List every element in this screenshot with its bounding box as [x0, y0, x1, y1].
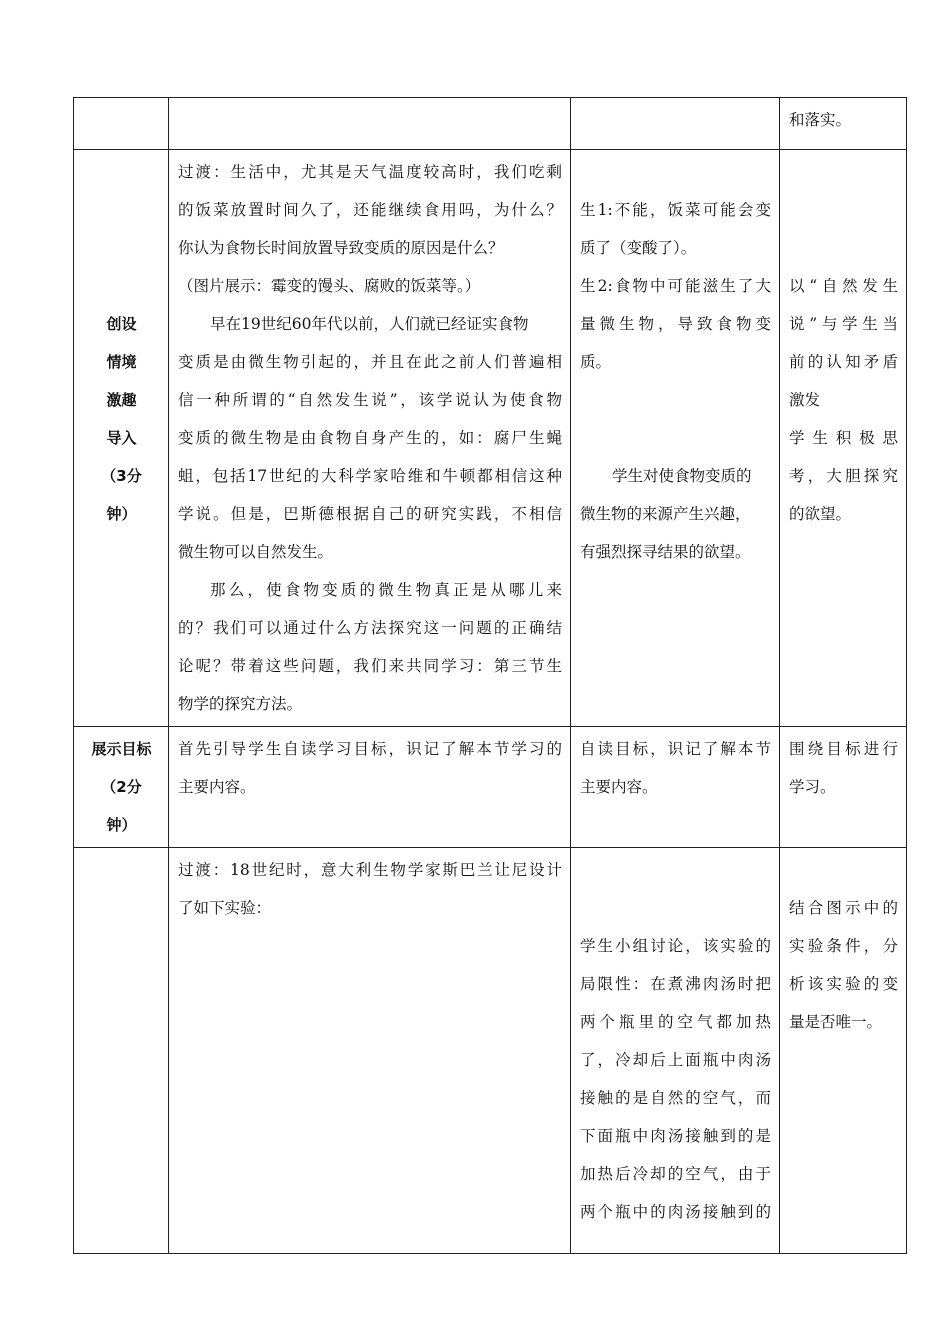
- intent-line: 说”与学生当: [789, 315, 898, 333]
- teacher-activity-cell: [169, 98, 571, 150]
- student-text-line: 主要内容。: [580, 778, 658, 796]
- teacher-text-line: 微生物可以自然发生。: [178, 543, 334, 561]
- stage-cell: [74, 98, 169, 150]
- intent-line: 围绕目标进行: [789, 740, 898, 758]
- intent-line: 激发: [789, 391, 821, 409]
- teacher-text-line: 首先引导学生自读学习目标，识记了解本节学习的: [178, 740, 562, 758]
- teacher-text-line: 主要内容。: [178, 778, 256, 796]
- stage-label-line: （2分: [101, 778, 142, 796]
- intent-line: 析该实验的变: [789, 975, 898, 993]
- stage-cell: [74, 848, 169, 1254]
- teacher-text-line: 你认为食物长时间放置导致变质的原因是什么？: [178, 239, 504, 257]
- table-row: [74, 98, 907, 150]
- stage-label-line: 激趣: [106, 391, 137, 409]
- design-intent-cell: [780, 848, 907, 1254]
- stage-label-line: 钟）: [106, 505, 137, 523]
- student-activity-cell: [571, 727, 780, 848]
- table-row: [74, 727, 907, 848]
- teacher-text-line: 过渡：生活中，尤其是天气温度较高时，我们吃剩: [178, 163, 562, 181]
- intent-line: 的欲望。: [789, 505, 852, 523]
- intent-line: 前的认知矛盾: [789, 353, 898, 371]
- teacher-text-line: 变质的微生物是由食物自身产生的，如：腐尸生蝇: [178, 429, 562, 447]
- student-activity-cell: [571, 150, 780, 727]
- intent-line: 考，大胆探究: [789, 467, 898, 485]
- intent-line: 学生积极思: [789, 429, 898, 447]
- student-text-line: 下面瓶中肉汤接触到的是: [580, 1127, 771, 1145]
- student-text-line: 自读目标，识记了解本节: [580, 740, 771, 758]
- student-text-line: 微生物的来源产生兴趣，: [580, 505, 751, 523]
- teacher-text-line: 过渡：18世纪时，意大利生物学家斯巴兰让尼设计: [178, 861, 562, 879]
- teacher-activity-cell: [169, 727, 571, 848]
- intent-line: 和落实。: [789, 111, 852, 129]
- teacher-text-line: 物学的探究方法。: [178, 695, 303, 713]
- intent-line: 以“自然发生: [789, 277, 898, 295]
- stage-label-line: 钟）: [106, 816, 137, 834]
- intent-line: 结合图示中的: [789, 899, 898, 917]
- student-text-line: 两个瓶中的肉汤接触到的: [580, 1203, 771, 1221]
- student-text-line: 接触的是自然的空气，而: [580, 1089, 771, 1107]
- teacher-text-line: 的？我们可以通过什么方法探究这一问题的正确结: [178, 619, 562, 637]
- student-text-line: 局限性：在煮沸肉汤时把: [580, 975, 771, 993]
- teacher-text-line: 信一种所谓的“自然发生说”，该学说认为使食物: [178, 391, 562, 409]
- student-text-line: 加热后冷却的空气，由于: [580, 1165, 771, 1183]
- student-text-line: 生1:不能，饭菜可能会变: [580, 201, 771, 219]
- design-intent-cell: [780, 727, 907, 848]
- teacher-activity-cell: [169, 150, 571, 727]
- teacher-text-line: 蛆，包括17世纪的大科学家哈维和牛顿都相信这种: [178, 467, 562, 485]
- design-intent-cell: [780, 150, 907, 727]
- teacher-text-line: 那么，使食物变质的微生物真正是从哪儿来: [210, 581, 562, 599]
- intent-line: 学习。: [789, 778, 836, 796]
- student-text-line: 质。: [580, 353, 612, 371]
- lesson-plan-table: [73, 97, 907, 1254]
- stage-label-line: （3分: [101, 467, 142, 485]
- student-text-line: 了，冷却后上面瓶中肉汤: [580, 1051, 771, 1069]
- student-text-line: 学生小组讨论，该实验的: [580, 937, 771, 955]
- teacher-text-line: （图片展示：霉变的馒头、腐败的饭菜等。）: [178, 277, 481, 295]
- teacher-text-line: 了如下实验：: [178, 899, 272, 917]
- teacher-text-line: 变质是由微生物引起的，并且在此之前人们普遍相: [178, 353, 562, 371]
- student-text-line: 两个瓶里的空气都加热: [580, 1013, 771, 1031]
- intent-line: 量是否唯一。: [789, 1013, 883, 1031]
- student-text-line: 生2:食物中可能滋生了大: [580, 277, 771, 295]
- student-text-line: 质了（变酸了）。: [580, 239, 697, 257]
- stage-label-line: 导入: [106, 429, 137, 447]
- student-text-line: 有强烈探寻结果的欲望。: [580, 543, 751, 561]
- stage-label-line: 展示目标: [91, 740, 152, 758]
- student-text-line: 量微生物，导致食物变: [580, 315, 771, 333]
- stage-label-line: 情境: [106, 353, 137, 371]
- teacher-text-line: 论呢？带着这些问题，我们来共同学习：第三节生: [178, 657, 562, 675]
- table-row: [74, 848, 907, 1254]
- stage-label-line: 创设: [106, 315, 137, 333]
- student-activity-cell: [571, 848, 780, 1254]
- stage-cell: [74, 150, 169, 727]
- table-row: [74, 150, 907, 727]
- teacher-text-line: 的饭菜放置时间久了，还能继续食用吗，为什么？: [178, 201, 562, 219]
- teacher-text-line: 早在19世纪60年代以前，人们就已经证实食物: [210, 315, 529, 333]
- student-activity-cell: [571, 98, 780, 150]
- stage-cell: [74, 727, 169, 848]
- intent-line: 实验条件，分: [789, 937, 898, 955]
- student-text-line: 学生对使食物变质的: [612, 467, 752, 485]
- design-intent-cell: [780, 98, 907, 150]
- teacher-text-line: 学说。但是，巴斯德根据自己的研究实践，不相信: [178, 505, 562, 523]
- teacher-activity-cell: [169, 848, 571, 1254]
